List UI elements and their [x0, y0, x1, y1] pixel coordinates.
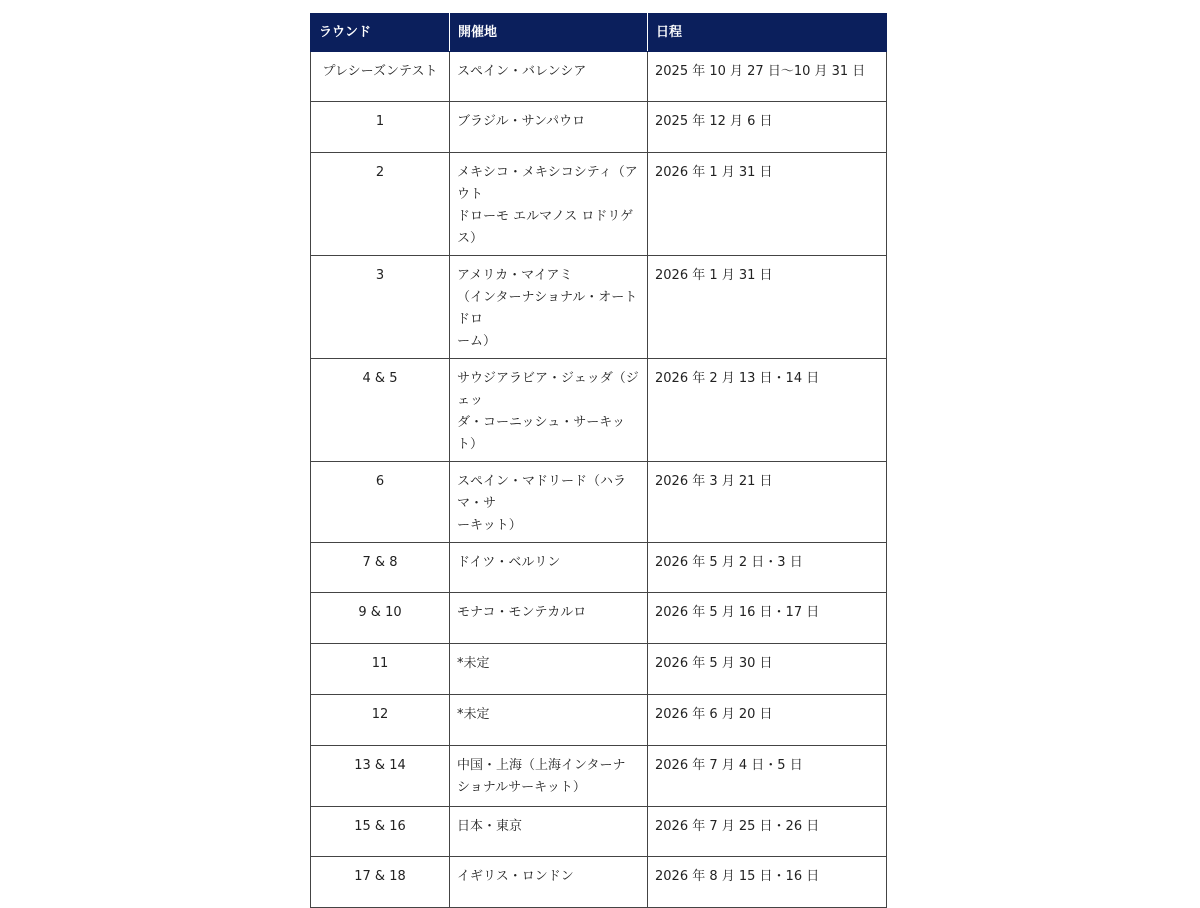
race-schedule-table: [310, 13, 887, 908]
date-cell: 2025 年 10 月 27 日～10 月 31 日: [648, 52, 887, 102]
date-cell: 2026 年 8 月 15 日・16 日: [648, 857, 887, 908]
venue-cell: スペイン・マドリード（ハラマ・サ ーキット）: [450, 462, 648, 543]
table-body: [311, 52, 887, 908]
round-cell: 6: [311, 462, 450, 543]
date-cell: 2026 年 7 月 25 日・26 日: [648, 807, 887, 857]
round-cell: 4 & 5: [311, 359, 450, 462]
venue-cell: サウジアラビア・ジェッダ（ジェッ ダ・コーニッシュ・サーキット）: [450, 359, 648, 462]
date-cell: 2026 年 6 月 20 日: [648, 695, 887, 746]
table-row: [311, 102, 887, 153]
venue-cell: ブラジル・サンパウロ: [450, 102, 648, 153]
round-cell: 1: [311, 102, 450, 153]
table-header: [311, 14, 887, 52]
venue-cell: *未定: [450, 644, 648, 695]
round-cell: 11: [311, 644, 450, 695]
header-date: 日程: [648, 14, 887, 52]
round-cell: 15 & 16: [311, 807, 450, 857]
round-cell: 9 & 10: [311, 593, 450, 644]
round-cell: 17 & 18: [311, 857, 450, 908]
date-cell: 2026 年 7 月 4 日・5 日: [648, 746, 887, 807]
table-row: [311, 857, 887, 908]
venue-cell: メキシコ・メキシコシティ（アウト ドローモ エルマノス ロドリゲス）: [450, 153, 648, 256]
date-cell: 2026 年 1 月 31 日: [648, 256, 887, 359]
table-row: [311, 807, 887, 857]
table-row: [311, 256, 887, 359]
table-row: [311, 462, 887, 543]
date-cell: 2026 年 1 月 31 日: [648, 153, 887, 256]
date-cell: 2026 年 2 月 13 日・14 日: [648, 359, 887, 462]
header-round: ラウンド: [311, 14, 450, 52]
table-row: [311, 543, 887, 593]
date-cell: 2026 年 3 月 21 日: [648, 462, 887, 543]
table-row: [311, 52, 887, 102]
venue-cell: モナコ・モンテカルロ: [450, 593, 648, 644]
venue-cell: アメリカ・マイアミ （インターナショナル・オートドロ ーム）: [450, 256, 648, 359]
venue-cell: ドイツ・ベルリン: [450, 543, 648, 593]
table-row: [311, 359, 887, 462]
table-row: [311, 153, 887, 256]
round-cell: 2: [311, 153, 450, 256]
venue-cell: イギリス・ロンドン: [450, 857, 648, 908]
table-row: [311, 593, 887, 644]
round-cell: 3: [311, 256, 450, 359]
date-cell: 2025 年 12 月 6 日: [648, 102, 887, 153]
table-row: [311, 695, 887, 746]
header-venue: 開催地: [450, 14, 648, 52]
round-cell: 7 & 8: [311, 543, 450, 593]
round-cell: プレシーズンテスト: [311, 52, 450, 102]
round-cell: 13 & 14: [311, 746, 450, 807]
venue-cell: 日本・東京: [450, 807, 648, 857]
venue-cell: スペイン・バレンシア: [450, 52, 648, 102]
date-cell: 2026 年 5 月 30 日: [648, 644, 887, 695]
table-row: [311, 644, 887, 695]
date-cell: 2026 年 5 月 16 日・17 日: [648, 593, 887, 644]
venue-cell: 中国・上海（上海インターナ ショナルサーキット）: [450, 746, 648, 807]
round-cell: 12: [311, 695, 450, 746]
table-row: [311, 746, 887, 807]
header-row: [311, 14, 887, 52]
venue-cell: *未定: [450, 695, 648, 746]
date-cell: 2026 年 5 月 2 日・3 日: [648, 543, 887, 593]
